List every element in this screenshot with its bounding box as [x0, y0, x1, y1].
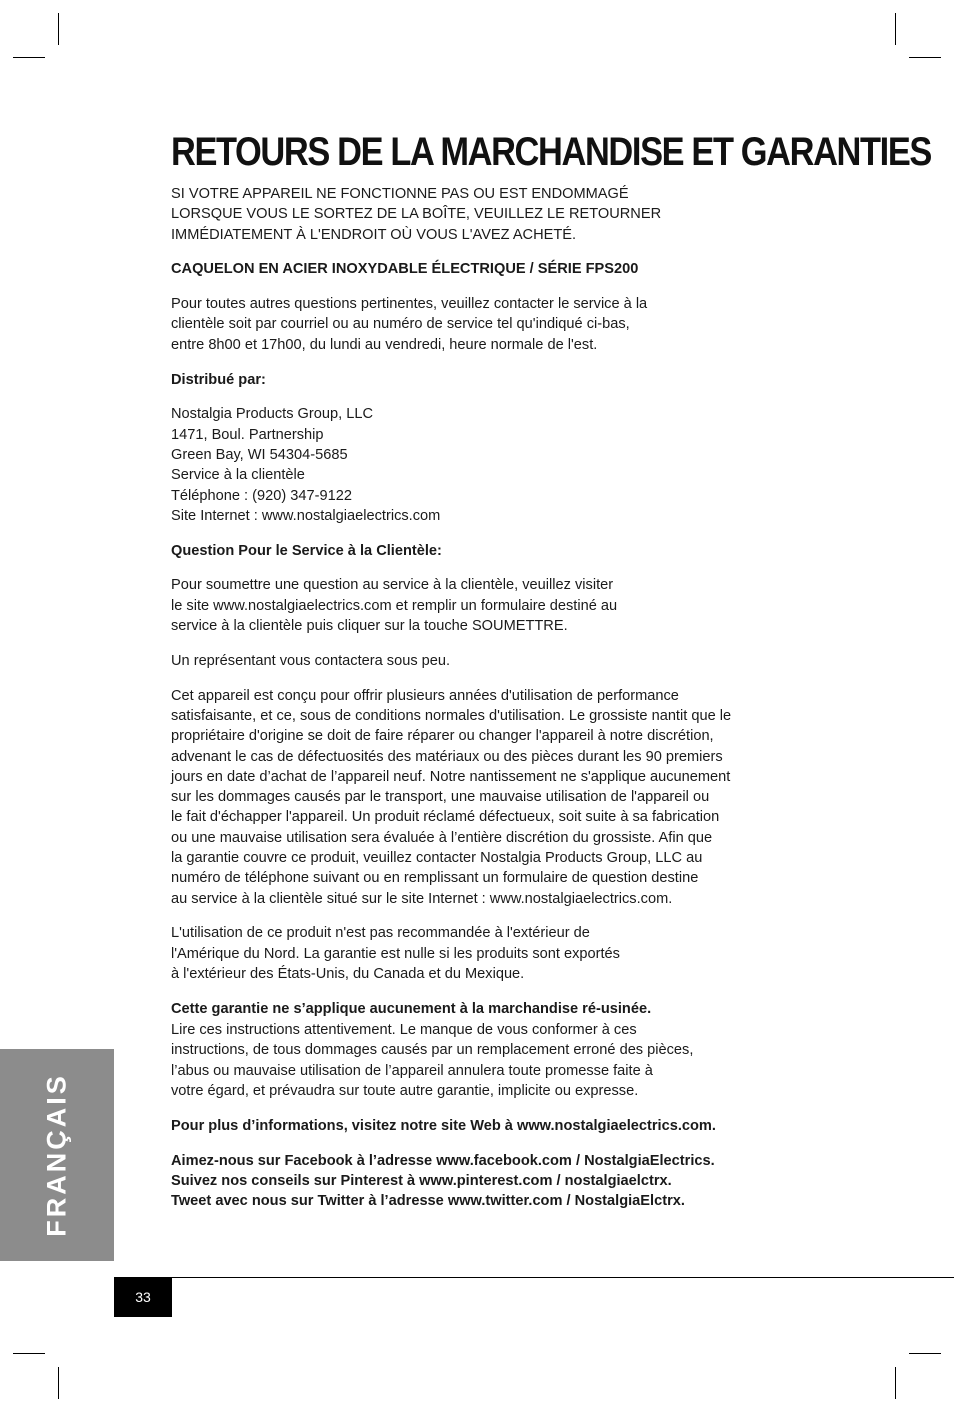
crop-mark — [58, 1367, 59, 1399]
address-line: 1471, Boul. Partnership — [171, 426, 324, 443]
pinterest-line: Suivez nos conseils sur Pinterest à www.pinterest.com / nostalgiaelctrx. — [171, 1172, 672, 1189]
warranty-paragraph — [171, 686, 811, 909]
refurbished-notice: Cette garantie ne s’applique aucunement à la marchandise ré-usinée. — [171, 1000, 652, 1017]
address-line: Site Internet : www.nostalgiaelectrics.com — [171, 507, 441, 524]
questions-paragraph — [171, 294, 811, 355]
text-line: à l'extérieur des États-Unis, du Canada et du Mexique. — [171, 966, 525, 982]
text-line: l’abus ou mauvaise utilisation de l’appareil annulera toute promesse faite à — [171, 1062, 653, 1079]
crop-mark — [895, 1367, 896, 1399]
text-line: jours en date d’achat de l’appareil neuf. Notre nantissement ne s'applique aucunement — [171, 768, 731, 785]
address-line: Green Bay, WI 54304-5685 — [171, 446, 348, 463]
text-line: le fait d'échapper l'appareil. Un produit réclamé défectueux, soit suite à sa fabrication — [171, 809, 720, 826]
distributor-address — [171, 404, 811, 526]
text-line: IMMÉDIATEMENT À L'ENDROIT OÙ VOUS L'AVEZ ACHETÉ. — [171, 226, 577, 243]
address-line: Téléphone : (920) 347-9122 — [171, 487, 352, 504]
address-line: Service à la clientèle — [171, 467, 305, 484]
text-line: advenant le cas de défectuosités des matériaux ou des pièces durant les 90 premiers — [171, 748, 723, 765]
text-line: service à la clientèle puis cliquer sur la touche SOUMETTRE. — [171, 618, 568, 635]
instructions-paragraph — [171, 1020, 811, 1101]
page-number: 33 — [114, 1278, 172, 1317]
intro-paragraph — [171, 184, 811, 245]
more-info-text: Pour plus d’informations, visitez notre site Web à www.nostalgiaelectrics.com. — [171, 1117, 716, 1134]
text-line: numéro de téléphone suivant ou en remplissant un formulaire de question destine — [171, 870, 699, 887]
distributed-by-label: Distribué par: — [171, 371, 266, 388]
text-line: le site www.nostalgiaelectrics.com et remplir un formulaire destiné au — [171, 597, 618, 614]
contact-soon-text: Un représentant vous contactera sous peu. — [171, 652, 451, 669]
crop-mark — [13, 57, 45, 58]
crop-mark — [58, 13, 59, 45]
twitter-line: Tweet avec nous sur Twitter à l’adresse www.twitter.com / NostalgiaElctrx. — [171, 1193, 685, 1210]
text-line: SI VOTRE APPAREIL NE FONCTIONNE PAS OU EST ENDOMMAGÉ — [171, 186, 629, 202]
text-line: au service à la clientèle situé sur le site Internet : www.nostalgiaelectrics.com. — [171, 890, 673, 907]
usage-paragraph — [171, 923, 811, 984]
text-line: LORSQUE VOUS LE SORTEZ DE LA BOÎTE, VEUILLEZ LE RETOURNER — [171, 206, 662, 223]
text-line: Pour soumettre une question au service à la clientèle, veuillez visiter — [171, 577, 614, 594]
text-line: Pour toutes autres questions pertinentes, veuillez contacter le service à la — [171, 296, 648, 313]
product-line-heading: CAQUELON EN ACIER INOXYDABLE ÉLECTRIQUE / SÉRIE FPS200 — [171, 261, 639, 278]
text-line: satisfaisante, et ce, sous de conditions normales d'utilisation. Le grossiste nantit que le — [171, 707, 732, 724]
text-line: la garantie couvre ce produit, veuillez contacter Nostalgia Products Group, LLC au — [171, 850, 703, 867]
text-line: entre 8h00 et 17h00, du lundi au vendredi, heure normale de l'est. — [171, 336, 598, 353]
text-line: L'utilisation de ce produit n'est pas recommandée à l'extérieur de — [171, 925, 590, 942]
text-line: instructions, de tous dommages causés par un remplacement erroné des pièces, — [171, 1042, 694, 1059]
text-line: clientèle soit par courriel ou au numéro de service tel qu'indiqué ci-bas, — [171, 316, 630, 333]
language-label: FRANÇAIS — [41, 1073, 72, 1237]
facebook-line: Aimez-nous sur Facebook à l’adresse www.facebook.com / NostalgiaElectrics. — [171, 1152, 715, 1169]
footer-rule — [114, 1277, 954, 1278]
text-line: ou une mauvaise utilisation sera évaluée à l’entière discrétion du grossiste. Afin que — [171, 829, 713, 846]
language-side-tab — [0, 1049, 114, 1261]
text-line: Lire ces instructions attentivement. Le manque de vous conformer à ces — [171, 1022, 637, 1039]
page-content — [171, 130, 931, 1226]
address-line: Nostalgia Products Group, LLC — [171, 406, 373, 423]
page-title: RETOURS DE LA MARCHANDISE ET GARANTIES — [171, 130, 931, 174]
crop-mark — [895, 13, 896, 45]
text-line: Cet appareil est conçu pour offrir plusieurs années d'utilisation de performance — [171, 687, 679, 704]
crop-mark — [13, 1353, 45, 1354]
crop-mark — [909, 1353, 941, 1354]
text-line: votre égard, et prévaudra sur toute autre garantie, implicite ou expresse. — [171, 1082, 639, 1099]
text-line: sur les dommages causés par le transport, une mauvaise utilisation de l'appareil ou — [171, 789, 710, 806]
social-links — [171, 1151, 811, 1212]
customer-service-label: Question Pour le Service à la Clientèle: — [171, 542, 442, 559]
text-line: l'Amérique du Nord. La garantie est nulle si les produits sont exportés — [171, 945, 620, 962]
submit-question-paragraph — [171, 575, 811, 636]
text-line: propriétaire d'origine se doit de faire réparer ou changer l'appareil à notre discrétion, — [171, 728, 714, 745]
crop-mark — [909, 57, 941, 58]
